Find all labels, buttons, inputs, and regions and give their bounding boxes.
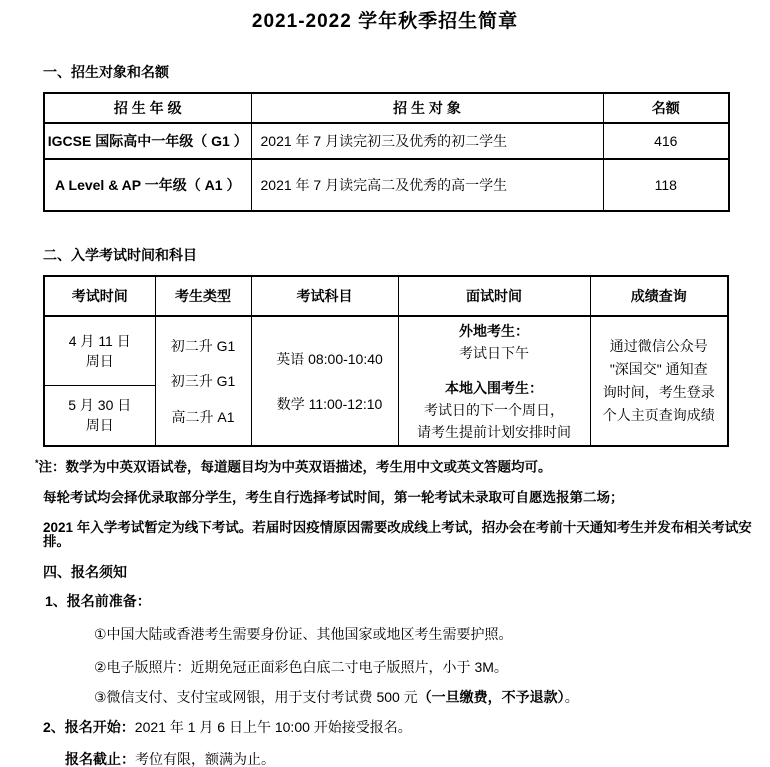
section-2-heading: 二、入学考试时间和科目 — [43, 247, 197, 263]
subject-item-english: 英语 08:00-10:40 — [276, 350, 383, 367]
candidate-types-cell — [155, 316, 251, 446]
grade-cell-g1: IGCSE 国际高中一年级（ G1 ） — [44, 123, 251, 159]
admission-table-row-a1 — [44, 159, 729, 211]
payment-period: 。 — [564, 688, 579, 705]
registration-start-label: 2、报名开始： — [43, 718, 135, 735]
grade-cell-a1: A Level & AP 一年级（ A1 ） — [44, 159, 251, 211]
interview-text-nonlocal: 考试日下午 — [459, 344, 529, 361]
registration-prep-label: 1、报名前准备： — [45, 592, 151, 609]
prep-point-photo: ②电子版照片：近期免冠正面彩色白底二寸电子版照片，小于 3M。 — [94, 658, 508, 675]
candidate-type-item: 高二升 A1 — [171, 408, 235, 425]
candidate-type-item: 初三升 G1 — [170, 373, 236, 389]
admission-header-grade: 招 生 年 级 — [44, 93, 251, 123]
exam-date-cell-may — [44, 385, 155, 446]
payment-text: ③微信支付、支付宝或网银，用于支付考试费 500 元 — [94, 688, 418, 705]
results-line: "深国交" 通知查 — [609, 361, 708, 377]
admission-header-quota: 名额 — [603, 93, 729, 123]
admission-quota-table — [43, 92, 730, 212]
exam-header-time: 考试时间 — [44, 276, 155, 316]
exam-day-line: 周日 — [85, 352, 114, 369]
results-line: 询时间，考生登录 — [602, 384, 715, 400]
results-query-cell — [590, 316, 728, 446]
registration-deadline-label: 报名截止： — [65, 750, 135, 767]
note-bilingual-exam — [35, 456, 770, 475]
quota-cell-g1: 416 — [603, 123, 729, 159]
interview-text-local-line1: 考试日的下一个周日， — [424, 401, 564, 418]
section-4-heading: 四、报名须知 — [43, 563, 127, 580]
exam-date-cell-april — [44, 316, 155, 385]
target-cell-g1: 2021 年 7 月读完初三及优秀的初二学生 — [251, 123, 603, 159]
exam-subjects-cell — [251, 316, 398, 446]
exam-table-header-row — [44, 276, 728, 316]
prep-point-id: ①中国大陆或香港考生需要身份证、其他国家或地区考生需要护照。 — [94, 625, 513, 642]
registration-start-text: 2021 年 1 月 6 日上午 10:00 开始接受报名。 — [134, 718, 412, 735]
exam-day-line: 周日 — [85, 417, 114, 434]
admission-header-target: 招 生 对 象 — [251, 93, 603, 123]
interview-label-nonlocal: 外地考生： — [459, 322, 529, 339]
exam-subjects-list — [262, 317, 398, 445]
results-line: 通过微信公众号 — [609, 338, 708, 354]
admission-table-row-g1 — [44, 123, 729, 159]
candidate-types-list — [156, 317, 251, 445]
subject-item-math: 数学 11:00-12:10 — [276, 395, 383, 412]
exam-header-results: 成绩查询 — [590, 276, 728, 316]
exam-date-line: 4 月 11 日 — [68, 332, 131, 349]
section-1-heading: 一、招生对象和名额 — [43, 64, 169, 80]
registration-start-line — [43, 720, 770, 734]
exam-schedule-table — [43, 275, 729, 447]
exam-header-type: 考生类型 — [155, 276, 251, 316]
payment-no-refund-text: （一旦缴费，不予退款） — [417, 688, 565, 705]
exam-date-line: 5 月 30 日 — [68, 397, 132, 414]
registration-deadline-line — [65, 752, 770, 766]
note-admission-rounds: 每轮考试均会择优录取部分学生，考生自行选择考试时间，第一轮考试未录取可自愿选报第二场； — [43, 489, 624, 505]
candidate-type-item: 初二升 G1 — [170, 337, 236, 354]
quota-cell-a1: 118 — [603, 159, 729, 211]
exam-table-row-april — [44, 316, 728, 385]
registration-deadline-text: 考位有限，额满为止。 — [135, 750, 275, 767]
interview-label-local: 本地入围考生： — [445, 379, 543, 396]
note-1-text: 注：数学为中英双语试卷，每道题目均为中英双语描述，考生用中文或英文答题均可。 — [38, 459, 552, 475]
note-offline-exam: 2021 年入学考试暂定为线下考试。若届时因疫情原因需要改成线上考试，招办会在考前十天通知考生并发布相关考试安排。 — [43, 519, 752, 549]
document-title: 2021-2022 学年秋季招生简章 — [251, 11, 519, 32]
target-cell-a1: 2021 年 7 月读完高二及优秀的高一学生 — [251, 159, 603, 211]
asterisk-mark: * — [35, 458, 39, 468]
prep-point-payment — [94, 690, 770, 704]
exam-header-subject: 考试科目 — [251, 276, 398, 316]
admission-table-header-row — [44, 93, 729, 123]
results-line: 个人主页查询成绩 — [602, 407, 715, 423]
interview-time-cell — [398, 316, 590, 446]
interview-text-local-line2: 请考生提前计划安排时间 — [417, 423, 571, 440]
exam-header-interview: 面试时间 — [398, 276, 590, 316]
